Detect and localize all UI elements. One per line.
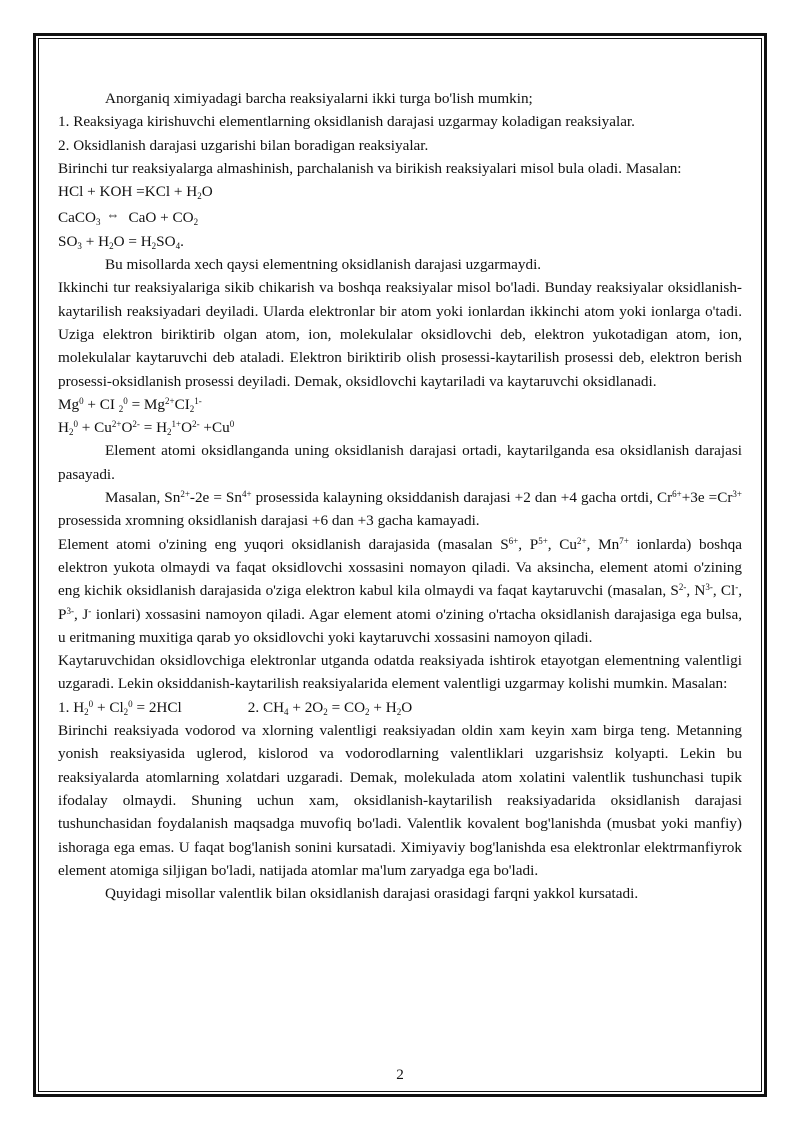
equation-so3: $SO_3 + H_2O = H_2SO_4$.: [58, 232, 184, 251]
reaction-1: 1. $H_2^0 + Cl_2^0 = 2HCl$: [58, 698, 182, 717]
equilibrium-arrow-icon: ⇔: [106, 207, 120, 223]
equation-hcl-koh: HCl + KOH $=KCl + H_2O$: [58, 183, 213, 202]
equation-mg-cl2: $Mg^0$ + CI $_2^0 = Mg^{2+}CI_2^{1-}$: [58, 395, 202, 414]
paragraph-intro: Anorganiq ximiyadagi barcha reaksiyalarni ikki turga bo'lish mumkin;: [105, 90, 533, 107]
paragraph-no-change: Bu misollarda xech qaysi elementning oksidlanish darajasi uzgarmaydi.: [105, 256, 542, 274]
page-number: 2: [396, 1066, 404, 1083]
paragraph-type-2: 2. Oksidlanish darajasi uzgarishi bilan boradigan reaksiyalar.: [58, 136, 429, 154]
paragraph-type-1: 1. Reaksiyaga kirishuvchi elementlarning oksidlanish darajasi uzgarmay koladigan reaksiyalar.: [58, 113, 635, 131]
paragraph-conclusion: Quyidagi misollar valentlik bilan oksidlanish darajasi orasidagi farqni yakkol kursatadi.: [105, 885, 639, 903]
paragraph-first-type-examples: Birinchi tur reaksiyalarga almashinish, parchalanish va birikish reaksiyalari misol bula oladi. Masalan:: [58, 159, 682, 177]
paragraph-valency: Kaytaruvchidan oksidlovchiga elektronlar utganda odatda reaksiyada ishtirok etayotgan elementning valentligi uzgaradi. Lekin oksiddanish-kaytarilish reaksiyalarida element valentligi uzgarmay kolishi mumkin. Masalan:: [58, 652, 742, 693]
equation-caco3: CaCO$_3$ ⇔ CaO + $CO_2$: [58, 203, 742, 229]
paragraph-oxidation-increase: Element atomi oksidlanganda uning oksidlanish darajasi ortadi, kaytarilganda esa oksidlanish darajasi pasayadi.: [58, 442, 742, 483]
paragraph-explanation: Birinchi reaksiyada vodorod va xlorning valentligi reaksiyadan oldin xam keyin xam birga teng. Metanning yonish reaksiyasida uglerod, kislorod va vodorodlarning valentliklari uzgarishsiz kolyapti. Lekin bu reaksiyalarda atomlarning xolatdari uzgaradi. Demak, molekulada atom xolatini valentlik tushunchasi tupik ifodalay olmaydi. Shuning uchun xam, oksidlanish-kaytarilish reaksiyadarida oksidlanish darajasi tushunchasidan foydalanish maqsadga muvofiq bo'ladi. Valentlik kovalent bog'lanishda (musbat yoki manfiy) ishoraga ega emas. U faqat bog'lanish sonini kursatadi. Ximiyaviy bog'lanishda esa elektronlar elektrmanfiyrok element atomiga siljigan bo'ladi, natijada atomlar ma'lum zaryadga ega bo'ladi.: [58, 722, 742, 879]
document-body: [58, 87, 742, 905]
paragraph-redox-definition: Ikkinchi tur reaksiyalariga sikib chikarish va boshqa reaksiyalar misol bo'ladi. Bunday reaksiyalar oksidlanish-kaytarilish reaksiyadari deyiladi. Ularda elektronlar bir atom yoki ionlardan ikkinchi atom yoki ionlarga o'tadi. Uziga elektron biriktirib olgan atom, ion, molekulalar oksidlovchi deb, elektron yukotadigan atom, ion, molekulalar kaytaruvchi deb ataladi. Elektron biriktirib olish prosessi-kaytarilish prosessi deb, elektron berish prosessi-oksidlanish prosessi deyiladi. Demak, oksidlovchi kaytariladi va kaytaruvchi oksidlanadi.: [58, 279, 742, 390]
equation-examples-row: [58, 696, 742, 719]
reaction-2: 2. $CH_4 + 2O_2 = CO_2 + H_2O$: [247, 698, 413, 717]
equation-h2-cuo: $H_2^0 + Cu^{2+}O^{2-} = H_2^{1+}O^{2-} +Cu^0$: [58, 419, 235, 438]
paragraph-sn-cr-example: Masalan, $Sn^{2+}-2e = Sn^{4+}$ prosessida kalayning oksiddanish darajasi +2 dan +4 gacha ortdi, $Cr^{6+}+3e =Cr^{3+}$ prosessida xromning oksidlanish darajasi +6 dan +3 gacha kamayadi.: [58, 489, 742, 530]
paragraph-highest-lowest-state: Element atomi o'zining eng yuqori oksidlanish darajasida (masalan $S^{6+}$, $P^{5+}$, $Cu^{2+}$, $Mn^{7+}$ ionlarda) boshqa elektron yukota olmaydi va faqat oksidlovchi xossasini nomayon qiladi. Va aksincha, element atomi o'zining eng kichik oksidlanish darajasida o'ziga elektron kabul kila olmaydi va faqat kaytaruvchi (masalan, $S^{2-}$, $N^{3-}$, Cl-, $P^{3-}$, J- ionlari) xossasini namoyon qiladi. Agar element atomi o'zining o'rtacha oksidlanish darajasiga ega bulsa, u eritmaning muxitiga qarab yo oksidlovchi yoki kaytaruvchi xossasini namoyon qiladi.: [58, 535, 743, 646]
